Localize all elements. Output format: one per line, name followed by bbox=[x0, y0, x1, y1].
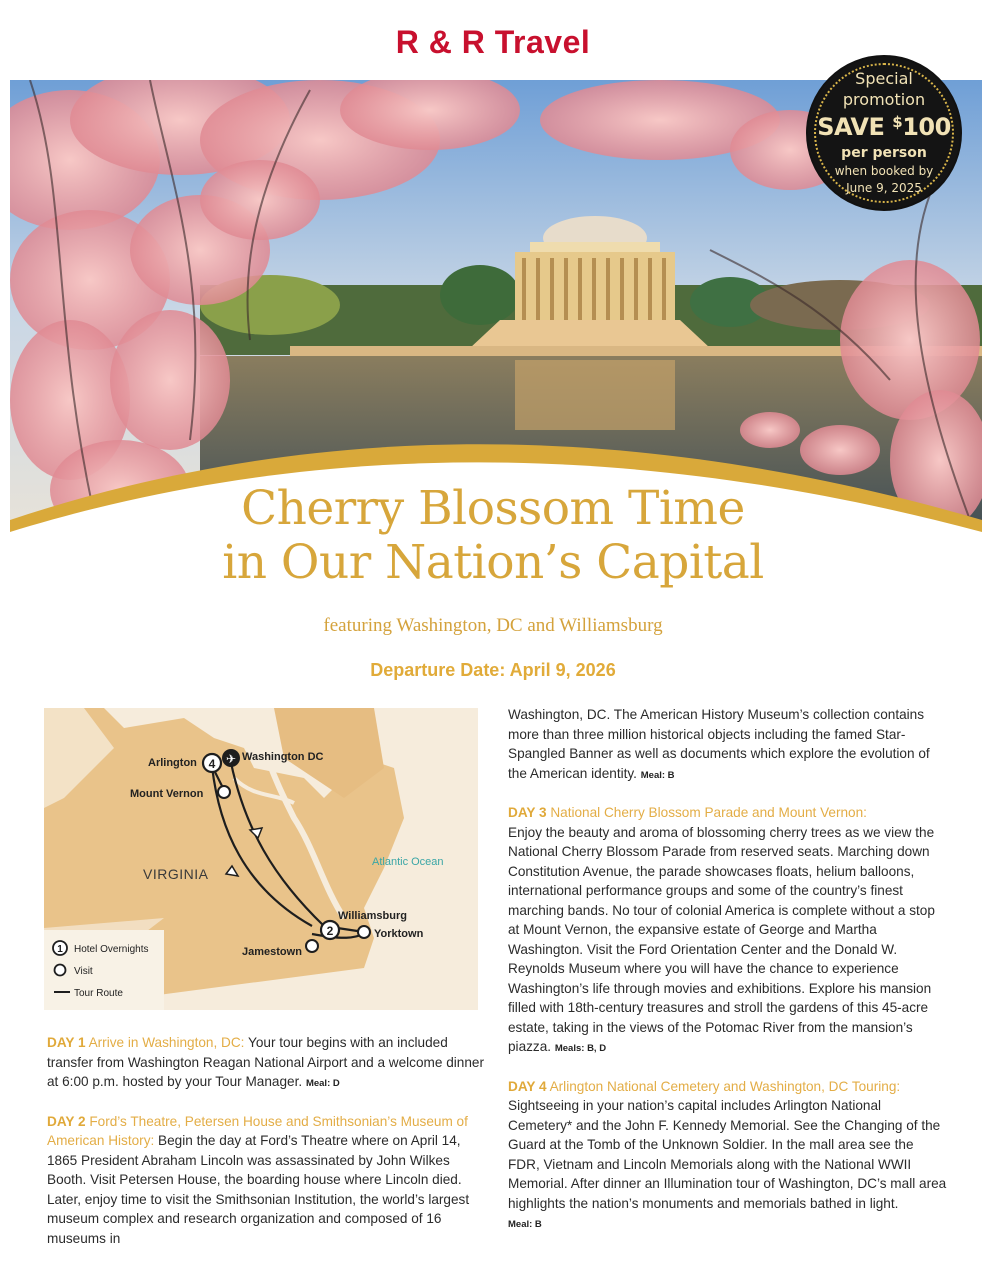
arlington-marker-number: 4 bbox=[208, 757, 216, 771]
tour-route-map bbox=[44, 708, 478, 1010]
promo-currency: $ bbox=[892, 113, 903, 131]
title-line-1: Cherry Blossom Time bbox=[241, 481, 745, 536]
day-2-meal: Meal: B bbox=[640, 769, 675, 781]
promo-booked-by: when booked by bbox=[834, 164, 934, 178]
label-jamestown: Jamestown bbox=[242, 946, 302, 958]
promo-line-special: Special bbox=[855, 69, 913, 88]
day-1-body: Your tour begins with an included transfer from Washington Reagan National Airport and a welcome dinner at 6:00 p.m. hosted by your Tour Manager. bbox=[47, 1035, 484, 1089]
subtitle: featuring Washington, DC and Williamsburg bbox=[323, 615, 663, 636]
day-1-label: DAY 1 bbox=[47, 1035, 86, 1050]
day-3-label: DAY 3 bbox=[508, 805, 547, 820]
itinerary-left-column bbox=[47, 1033, 487, 1266]
day-3-body: Enjoy the beauty and aroma of blossoming cherry trees as we view the National Cherry Blossom Parade from reserved seats. Marching down Constitution Avenue, the parade showcases floats, helium balloons, international performance groups and some of the country’s finest marching bands. No tour of colonial America is complete without a stop at Mount Vernon, the expansive estate of George and Martha Washington. Visit the Ford Orientation Center and the Donald W. Reynolds Museum where you will have the chance to experience Washington’s life through movies and exhibitions. Explore his mansion filled with 18th-century treasures and stroll the gardens of this 45-acre estate, taking in the views of the Potomac River from the mansion’s piazza. bbox=[508, 824, 935, 1054]
day-2-body: Begin the day at Ford’s Theatre where on April 14, 1865 President Abraham Lincoln was assassinated by John Wilkes Booth. Visit Petersen House, the boarding house where Lincoln died. Later, enjoy time to visit the Smithsonian Institution, the world’s largest museum complex and research organization and composed of 16 museums in bbox=[47, 1133, 470, 1246]
day-4-label: DAY 4 bbox=[508, 1078, 547, 1094]
itinerary-day-2 bbox=[47, 1112, 487, 1249]
legend-tour-route: Tour Route bbox=[74, 988, 123, 999]
visit-marker-yorktown bbox=[358, 926, 370, 938]
promo-line-promotion: promotion bbox=[842, 90, 926, 109]
day-4-body: Sightseeing in your nation’s capital includes Arlington National Cemetery* and the John F. Kennedy Memorial. See the Changing of the Guard at the Tomb of the Unknown Soldier. In the mall area see the FDR, Vietnam and Lincoln Memorials along with the National WWII Memorial. After dinner an Illumination tour of Washington, DC’s mall area highlights the nation’s monuments and memorials bathed in light. bbox=[508, 1098, 947, 1211]
day-2-title: Ford’s Theatre, Petersen House and Smithsonian’s Museum of American History: bbox=[47, 1113, 468, 1148]
day-4-meal: Meal: B bbox=[508, 1219, 542, 1230]
promo-per-person: per person bbox=[841, 145, 927, 161]
page-title bbox=[0, 482, 986, 590]
itinerary-day-1 bbox=[47, 1033, 487, 1094]
label-washington-dc: Washington DC bbox=[242, 751, 324, 763]
label-virginia: VIRGINIA bbox=[143, 866, 209, 882]
itinerary-day-4 bbox=[508, 1077, 948, 1235]
day-4-title: Arlington National Cemetery and Washington, DC Touring: bbox=[549, 1078, 901, 1094]
label-yorktown: Yorktown bbox=[374, 928, 424, 940]
legend-hotel-overnights: Hotel Overnights bbox=[74, 944, 149, 955]
departure-date: Departure Date: April 9, 2026 bbox=[370, 660, 616, 680]
promo-deadline: June 9, 2025 bbox=[846, 181, 922, 195]
title-line-2: in Our Nation’s Capital bbox=[222, 535, 764, 590]
brand-logo: R & R Travel bbox=[395, 24, 591, 60]
visit-marker-jamestown bbox=[306, 940, 318, 952]
svg-text:1: 1 bbox=[57, 944, 63, 955]
promo-save-amount bbox=[808, 113, 960, 141]
promo-amount: 100 bbox=[902, 113, 951, 141]
label-atlantic-ocean: Atlantic Ocean bbox=[372, 856, 444, 868]
special-promotion-badge bbox=[806, 55, 962, 211]
day-2-body-continued: Washington, DC. The American History Museum’s collection contains more than three million historical objects including the famed Star-Spangled Banner as well as documents which explore the evolution of the American identity. bbox=[508, 707, 930, 781]
day-3-title: National Cherry Blossom Parade and Mount Vernon: bbox=[550, 805, 867, 820]
itinerary-right-column bbox=[508, 705, 948, 1253]
williamsburg-marker-number: 2 bbox=[326, 924, 334, 938]
label-arlington: Arlington bbox=[148, 757, 197, 769]
label-williamsburg: Williamsburg bbox=[338, 910, 407, 922]
day-3-meal: Meals: B, D bbox=[554, 1043, 607, 1054]
visit-marker-mount-vernon bbox=[218, 786, 230, 798]
day-1-title: Arrive in Washington, DC: bbox=[88, 1035, 245, 1050]
svg-text:✈: ✈ bbox=[225, 752, 237, 766]
day-2-label: DAY 2 bbox=[47, 1113, 86, 1129]
promo-save-word: SAVE bbox=[817, 113, 885, 141]
label-mount-vernon: Mount Vernon bbox=[130, 788, 204, 800]
itinerary-day-3 bbox=[508, 803, 948, 1059]
itinerary-day-2-continued bbox=[508, 705, 948, 785]
legend-visit: Visit bbox=[74, 966, 93, 977]
day-1-meal: Meal: D bbox=[305, 1078, 340, 1089]
